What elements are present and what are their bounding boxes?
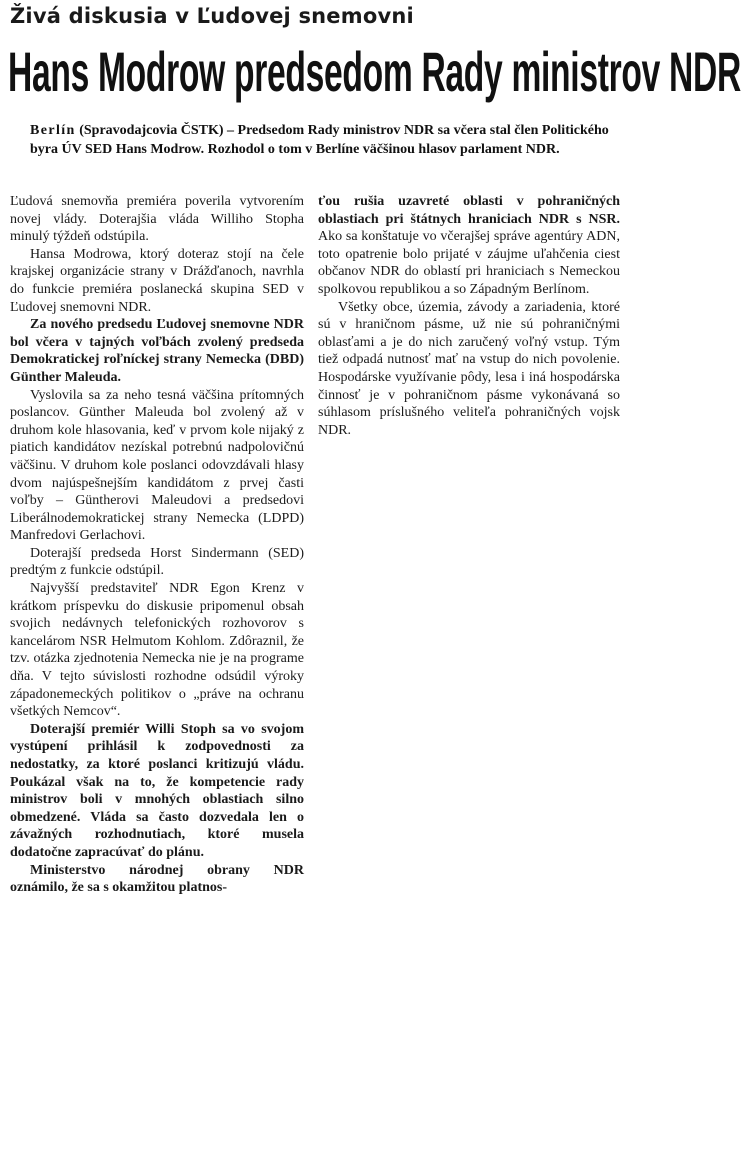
article-headline: Hans Modrow predsedom Rady ministrov NDR [8,40,741,103]
paragraph-bold-part: ťou rušia uzavreté oblasti v pohraničných oblastiach pri štátnych hraniciach NDR s NSR. [318,194,620,227]
paragraph: Ministerstvo národnej obrany NDR oznámilo, že sa s okamžitou platnos- [10,862,304,896]
paragraph: Všetky obce, územia, závody a zariadenia, ktoré sú v hraničnom pásme, už nie sú pohraničnými oblasťami a je do nich zaručený voľný vstup. Tým tiež odpadá nutnosť mať na vstup do nich povolenie. Hospodárske využívanie pôdy, lesa i iná hospodárska činnosť je v pohraničnom pásme vykonávaná so súhlasom príslušného veliteľa pohraničných vojsk NDR. [318,299,620,438]
article-lead [30,121,622,159]
paragraph: Doterajší premiér Willi Stoph sa vo svojom vystúpení prihlásil k zodpovednosti za nedostatky, za ktoré poslanci kritizujú vládu. Poukázal však na to, že kompetencie rady ministrov boli v mnohých oblastiach silno obmedzené. Vláda sa často dozvedala len o závažných rozhodnutiach, ktoré musela dodatočne zapracúvať do plánu. [10,721,304,860]
paragraph: Ľudová snemovňa premiéra poverila vytvorením novej vlády. Doterajšia vláda Williho Stopha minulý týždeň odstúpila. [10,194,304,245]
article-kicker: Živá diskusia v Ľudovej snemovni [10,4,414,28]
paragraph: Za nového predsedu Ľudovej snemovne NDR bol včera v tajných voľbách zvolený predseda Demokratickej roľníckej strany Nemecka (DBD) Günther Maleuda. [10,317,304,385]
paragraph: Doterajší predseda Horst Sindermann (SED) predtým z funkcie odstúpil. [10,545,304,579]
article-lead-text: (Spravodajcovia ČSTK) – Predsedom Rady ministrov NDR sa včera stal člen Politického byra ÚV SED Hans Modrow. Rozhodol o tom v Berlíne väčšinou hlasov parlament NDR. [30,123,609,157]
paragraph-rest: Ako sa konštatuje vo včerajšej správe agentúry ADN, toto opatrenie bolo prijaté v záujme uľahčenia ciest občanov NDR do oblastí pri hraniciach s Nemeckou spolkovou republikou a so Západným Berlínom. [318,229,620,297]
article-column-1 [10,193,304,897]
paragraph: Vyslovila sa za neho tesná väčšina prítomných poslancov. Günther Maleuda bol zvolený až v druhom kole hlasovania, keď v prvom kole nijaký z piatich kandidátov nezískal potrebnú nadpolovičnú väčšinu. V druhom kole poslanci odovzdávali hlasy dvom najúspešnejším kandidátom z prvej časti voľby – Güntherovi Maleudovi a predsedovi Liberálnodemokratickej strany Nemecka (LDPD) Manfredovi Gerlachovi. [10,387,304,544]
paragraph: Najvyšší predstaviteľ NDR Egon Krenz v krátkom príspevku do diskusie pripomenul obsah svojich nedávnych telefonických rozhovorov s kancelárom NSR Helmutom Kohlom. Zdôraznil, že tzv. otázka zjednotenia Nemecka nie je na programe dňa. V tejto súvislosti rozhodne odsúdil výroky západonemeckých politikov o „práve na ochranu všetkých Nemcov“. [10,581,304,720]
article-dateline: Berlín [30,123,76,138]
paragraph [318,193,620,299]
article-column-2 [318,193,620,439]
paragraph: Hansa Modrowa, ktorý doteraz stojí na čele krajskej organizácie strany v Drážďanoch, navrhla do funkcie premiéra poslanecká skupina SED v Ľudovej snemovni NDR. [10,246,304,315]
